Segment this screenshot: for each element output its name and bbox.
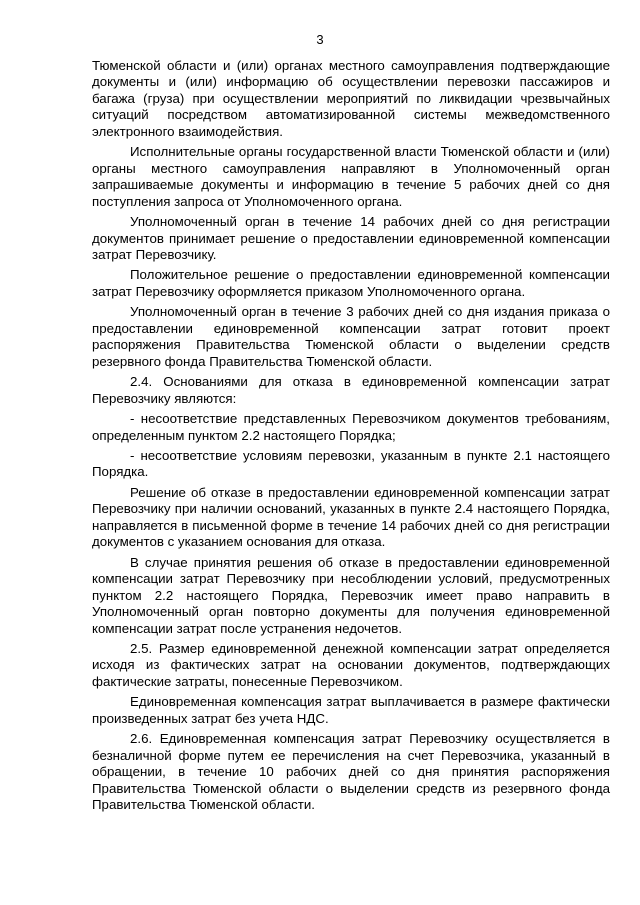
list-item-conditions-mismatch: - несоответствие условиям перевозки, указанным в пункте 2.1 настоящего Порядка. bbox=[92, 447, 610, 480]
paragraph-without-vat: Единовременная компенсация затрат выплачивается в размере фактически произведенных затрат без учета НДС. bbox=[92, 694, 610, 726]
paragraph-2-4-grounds: 2.4. Основаниями для отказа в единовременной компенсации затрат Перевозчику являются: bbox=[92, 374, 610, 406]
paragraph-intro-continuation: Тюменской области и (или) органах местного самоуправления подтверждающие документы и (или) информацию об осуществлении перевозки пассажиров и багажа (груза) при осуществлении мероприятий по ликвидации чрезвычайных ситуаций посредством автоматизированной системы межведомственного электронного взаимодействия. bbox=[92, 58, 610, 139]
paragraph-draft-order: Уполномоченный орган в течение 3 рабочих дней со дня издания приказа о предоставлении единовременной компенсации затрат готовит проект распоряжения Правительства Тюменской области о выделении средств резервного фонда Правительства Тюменской области. bbox=[92, 304, 610, 369]
paragraph-refusal-decision: Решение об отказе в предоставлении единовременной компенсации затрат Перевозчику при наличии оснований, указанных в пункте 2.4 настоящего Порядка, направляется в письменной форме в течение 14 рабочих дней со дня регистрации документов с указанием основания для отказа. bbox=[92, 484, 610, 550]
list-item-documents-mismatch: - несоответствие представленных Перевозчиком документов требованиям, определенным пунктом 2.2 настоящего Порядка; bbox=[92, 411, 610, 443]
paragraph-resubmission-right: В случае принятия решения об отказе в предоставлении единовременной компенсации затрат Перевозчику при несоблюдении условий, предусмотренных пунктом 2.2 настоящего Порядка, Перевозчик имеет право направить в Уполномоченный орган повторно документы для получения единовременной компенсации затрат после устранения недочетов. bbox=[92, 554, 610, 636]
paragraph-positive-decision: Положительное решение о предоставлении единовременной компенсации затрат Перевозчику оформляется приказом Уполномоченного органа. bbox=[92, 267, 610, 299]
paragraph-decision-14-days: Уполномоченный орган в течение 14 рабочих дней со дня регистрации документов принимает решение о предоставлении единовременной компенсации затрат Перевозчику. bbox=[92, 214, 610, 262]
page-number: 3 bbox=[316, 32, 324, 47]
paragraph-2-6-payment: 2.6. Единовременная компенсация затрат Перевозчику осуществляется в безналичной форме путем ее перечисления на счет Перевозчика, указанный в обращении, в течение 10 рабочих дней со дня принятия распоряжения Правительства Тюменской области о выделении средств из резервного фонда Правительства Тюменской области. bbox=[92, 731, 610, 813]
paragraph-2-5-amount: 2.5. Размер единовременной денежной компенсации затрат определяется исходя из фактических затрат на основании документов, подтверждающих фактические затраты, понесенные Перевозчиком. bbox=[92, 640, 610, 689]
document-body bbox=[92, 58, 610, 817]
paragraph-executive-bodies: Исполнительные органы государственной власти Тюменской области и (или) органы местного самоуправления направляют в Уполномоченный орган запрашиваемые документы и информацию в течение 5 рабочих дней со дня поступления запроса от Уполномоченного органа. bbox=[92, 144, 610, 209]
